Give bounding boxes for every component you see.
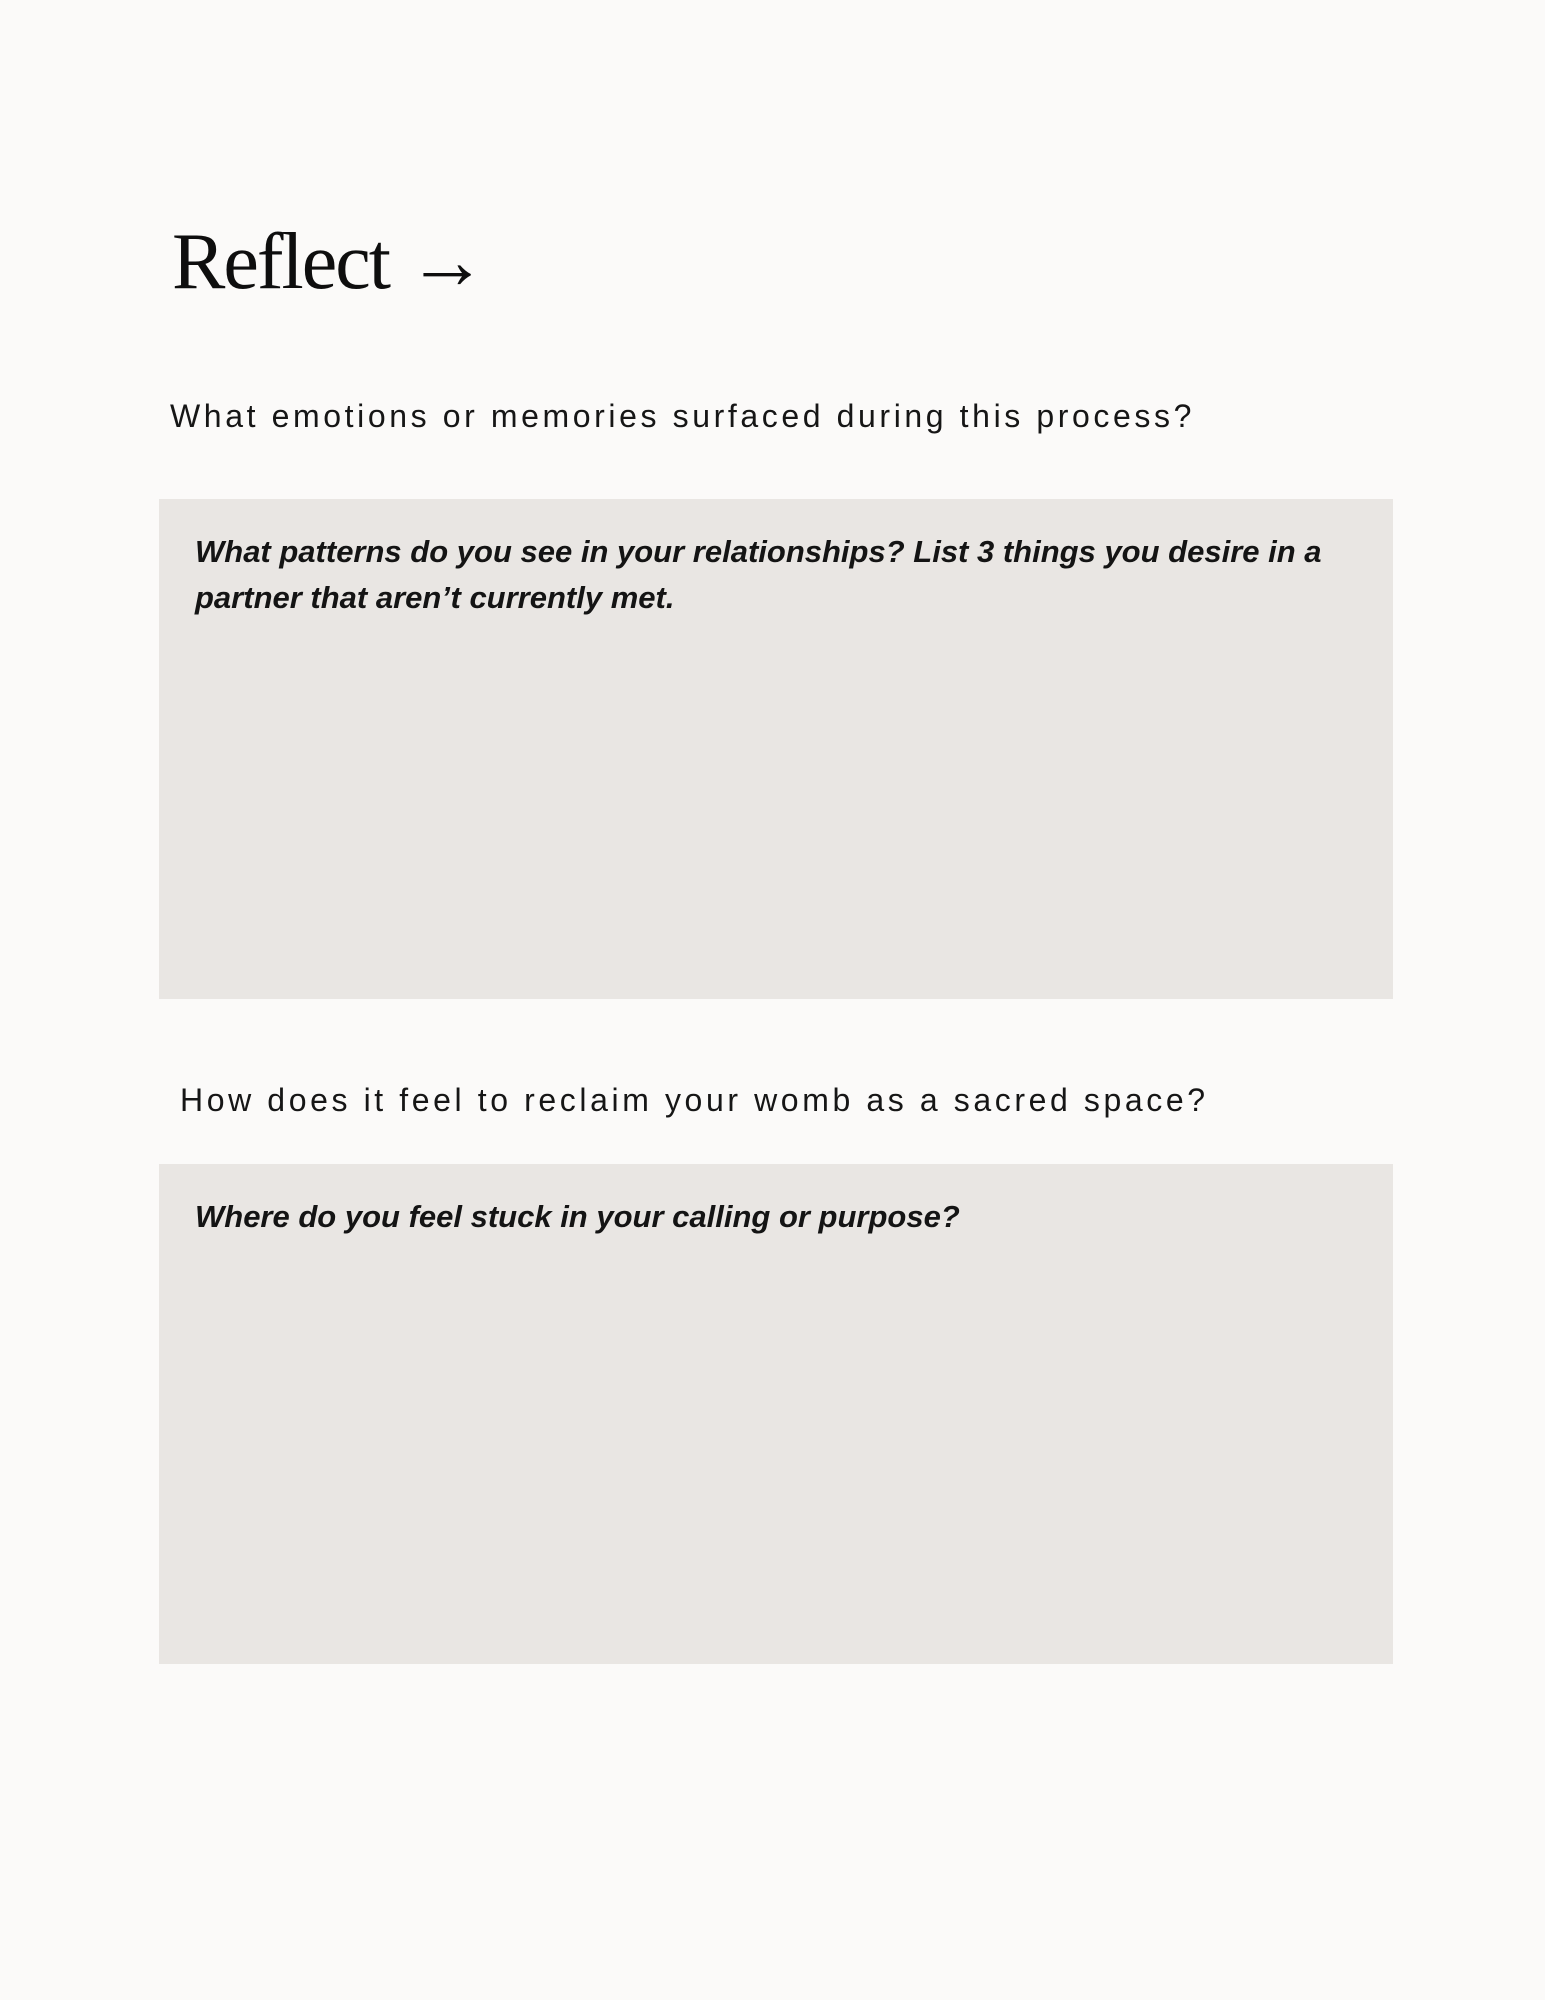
journal-box-relationships[interactable] bbox=[159, 499, 1393, 999]
page-title: Reflect → bbox=[172, 218, 485, 306]
reflection-question-emotions: What emotions or memories surfaced during this process? bbox=[170, 398, 1196, 434]
journal-prompt-relationships: What patterns do you see in your relationships? List 3 things you desire in a partner that aren’t currently met. bbox=[195, 534, 1322, 615]
reflection-question-womb: How does it feel to reclaim your womb as a sacred space? bbox=[180, 1082, 1209, 1118]
journal-prompt-calling: Where do you feel stuck in your calling or purpose? bbox=[195, 1199, 960, 1234]
journal-box-calling[interactable] bbox=[159, 1164, 1393, 1664]
